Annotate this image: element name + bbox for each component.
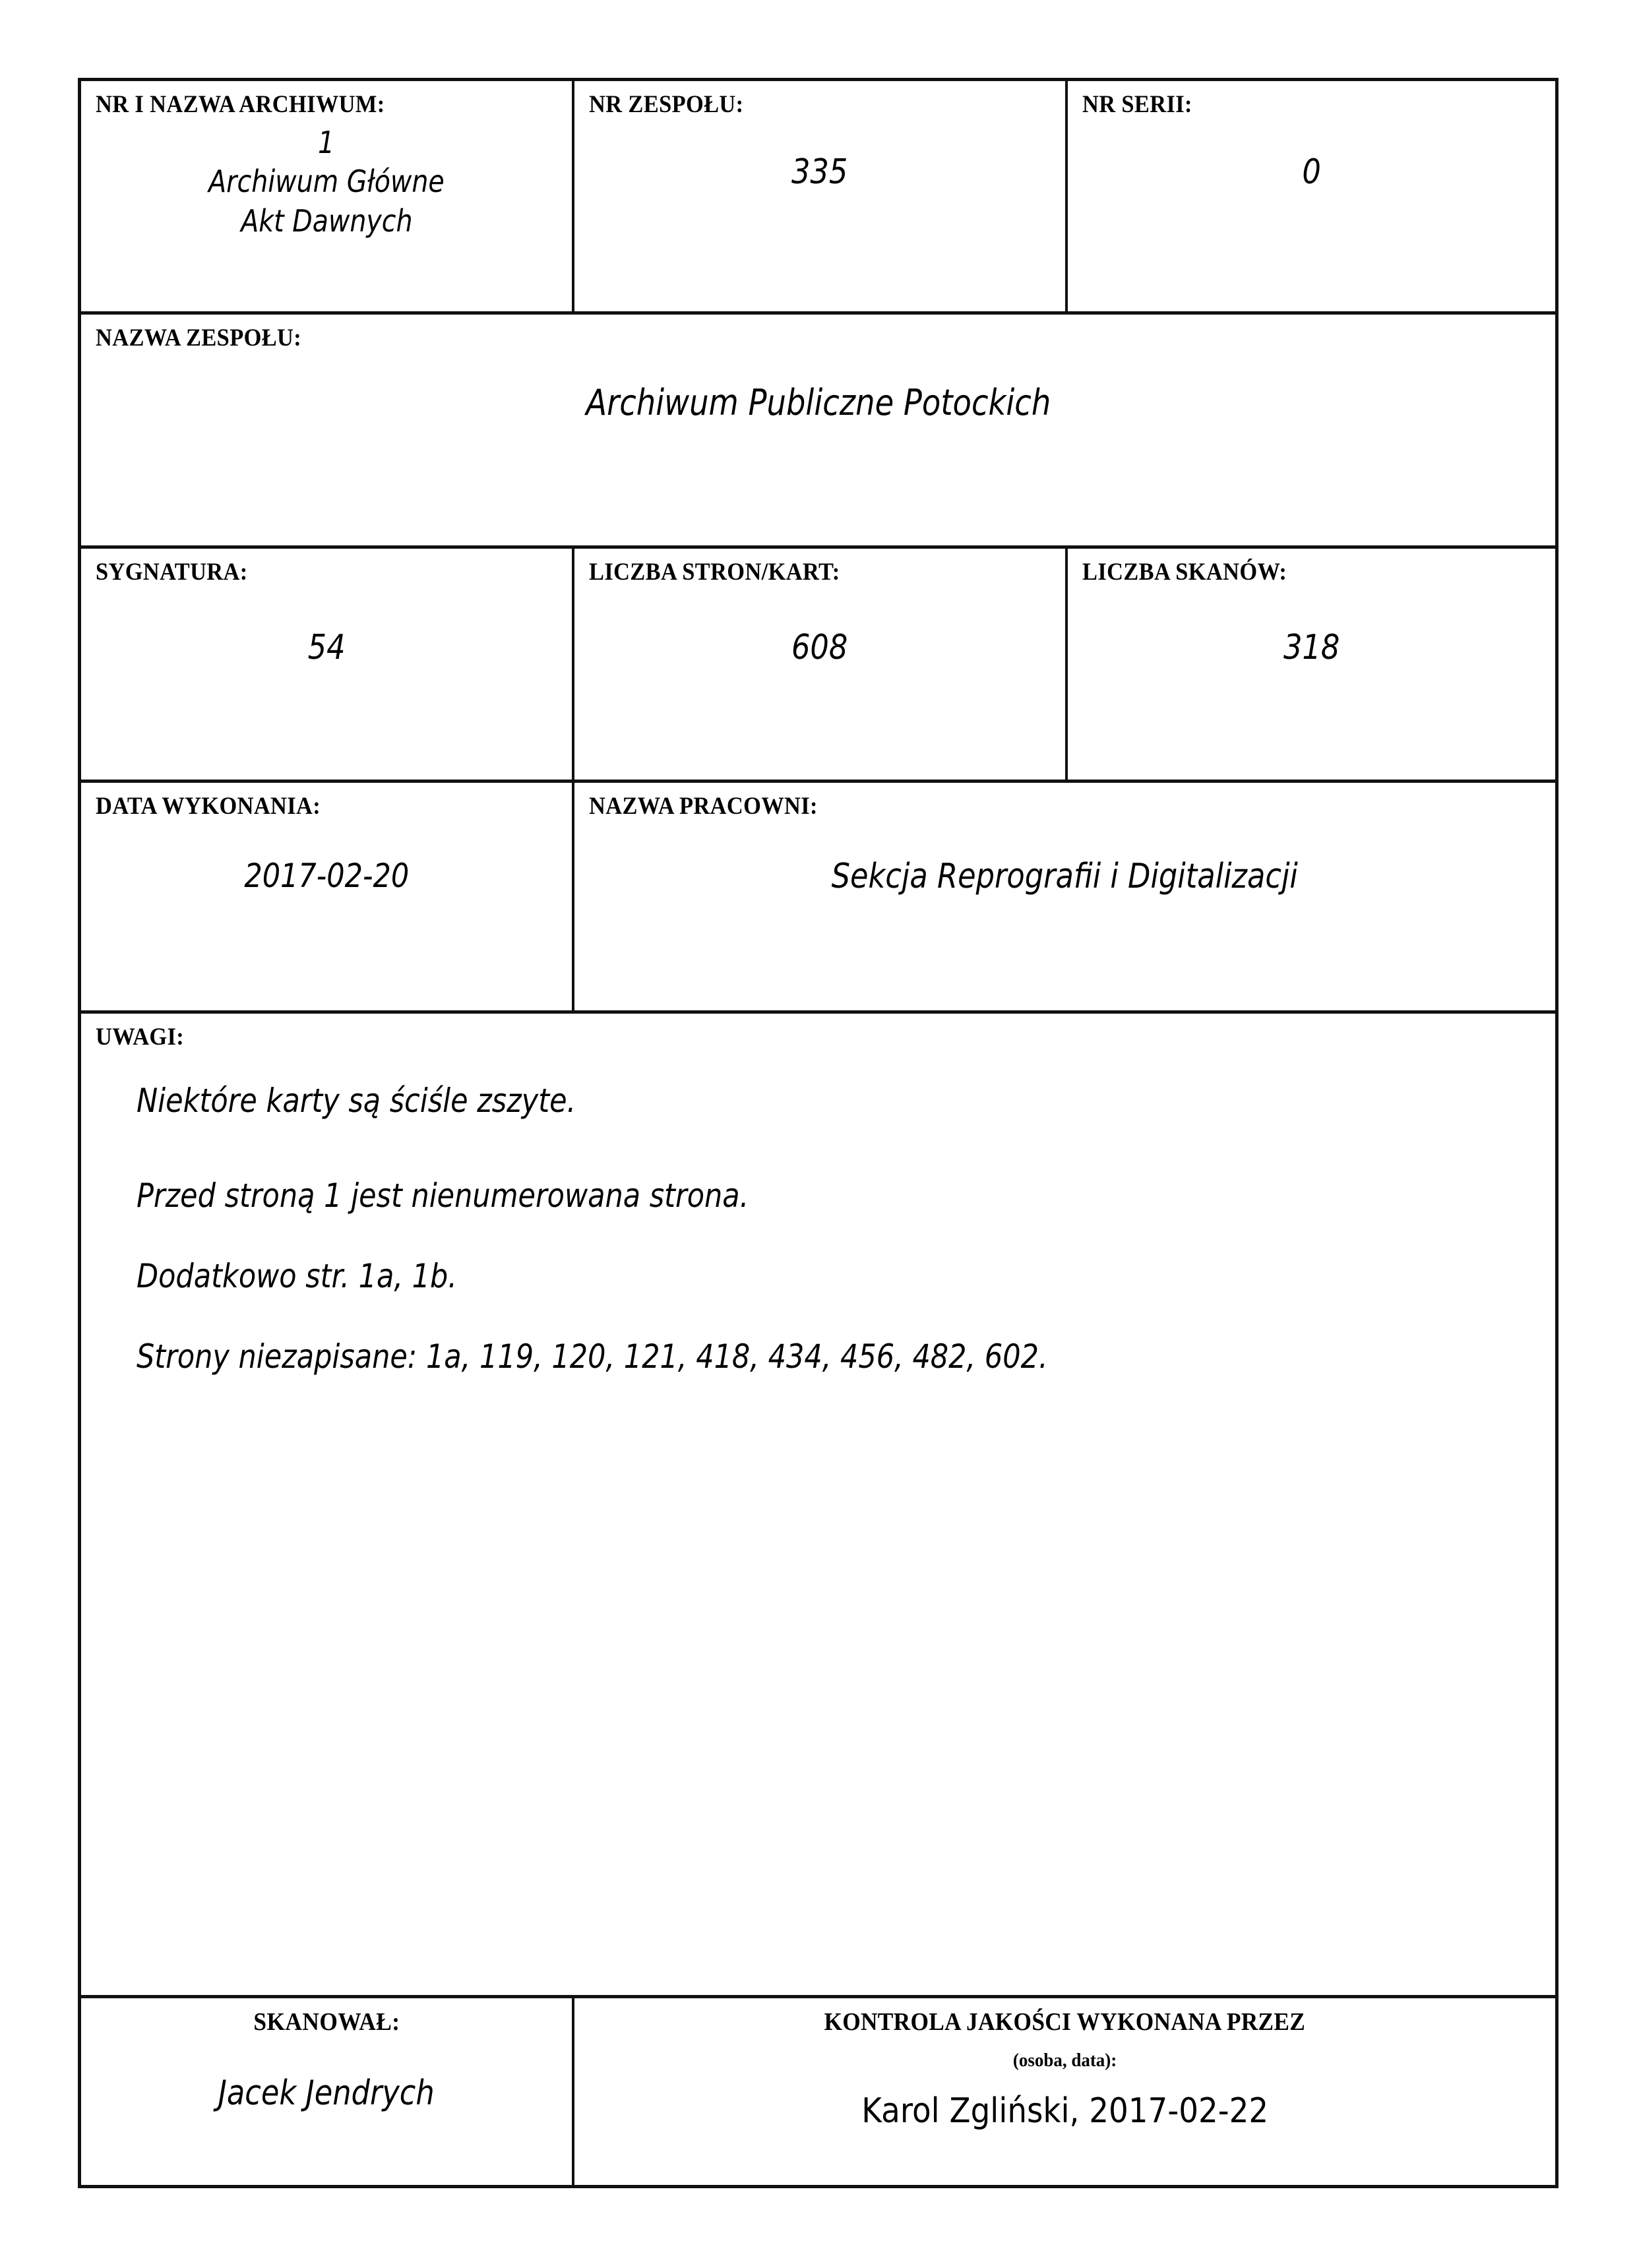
form-row-signatures [81,1998,1555,2188]
cell-archive-number-and-name [81,81,574,311]
cell-scanned-by [81,1998,574,2188]
cell-scan-count [1068,549,1555,780]
signature-value-stack [96,587,557,773]
value-page-count: 608 [791,627,848,667]
cell-series-number [1068,81,1555,311]
note-item: Niektóre karty są ściśle zszyte. [137,1081,576,1120]
scan-count-value-stack [1082,587,1541,773]
cell-fonds-number [574,81,1068,311]
archive-value-stack [96,119,557,305]
value-fonds-number: 335 [791,152,848,192]
cell-lab-name [574,783,1555,1010]
value-execution-date: 2017-02-20 [244,856,409,895]
value-archive-number: 1 [318,124,335,160]
cell-quality-control [574,1998,1555,2188]
form-row-archive [81,81,1555,315]
scan-metadata-form [78,78,1558,2188]
label-lab-name: NAZWA PRACOWNI: [589,793,818,820]
value-archive-name-line2: Akt Dawnych [240,203,413,239]
label-fonds-number: NR ZESPOŁU: [589,91,744,118]
label-scan-count: LICZBA SKANÓW: [1082,559,1287,586]
form-row-notes [81,1014,1555,1998]
label-fonds-name: NAZWA ZESPOŁU: [96,324,302,352]
form-row-fonds-name [81,315,1555,549]
note-item: Dodatkowo str. 1a, 1b. [137,1256,457,1295]
value-scan-count: 318 [1283,627,1340,667]
execution-date-value-stack [96,821,557,1004]
fonds-number-value-stack [589,119,1051,305]
value-lab-name: Sekcja Reprografii i Digitalizacji [831,856,1299,896]
notes-list [96,1081,1541,1376]
value-signature: 54 [307,627,346,667]
label-series-number: NR SERII: [1082,91,1192,118]
cell-page-count [574,549,1068,780]
series-number-value-stack [1082,119,1541,305]
label-quality-control-sub: (osoba, data): [1012,2050,1117,2071]
fonds-name-value-stack [96,353,1541,539]
cell-notes [81,1014,1555,1995]
cell-signature [81,549,574,780]
value-fonds-name: Archiwum Publiczne Potockich [586,381,1051,423]
label-quality-control: KONTROLA JAKOŚCI WYKONANA PRZEZ [824,2008,1306,2036]
value-series-number: 0 [1302,152,1321,192]
label-execution-date: DATA WYKONANIA: [96,793,321,820]
note-item: Strony niezapisane: 1a, 119, 120, 121, 418, 434, 456, 482, 602. [137,1337,1048,1376]
label-notes: UWAGI: [96,1024,185,1051]
lab-name-value-stack [589,821,1541,1004]
form-row-date-and-lab [81,783,1555,1014]
value-scanned-by: Jacek Jendrych [218,2073,435,2113]
label-scanned-by: SKANOWAŁ: [253,2008,400,2036]
cell-fonds-name [81,315,1555,545]
cell-execution-date [81,783,574,1010]
page-count-value-stack [589,587,1051,773]
value-archive-name-line1: Archiwum Główne [208,164,445,200]
label-archive: NR I NAZWA ARCHIWUM: [96,91,385,118]
label-signature: SYGNATURA: [96,559,248,586]
note-item: Przed stroną 1 jest nienumerowana strona. [137,1176,749,1215]
value-quality-control: Karol Zgliński, 2017-02-22 [861,2091,1268,2131]
form-row-counts [81,549,1555,783]
label-page-count: LICZBA STRON/KART: [589,559,840,586]
